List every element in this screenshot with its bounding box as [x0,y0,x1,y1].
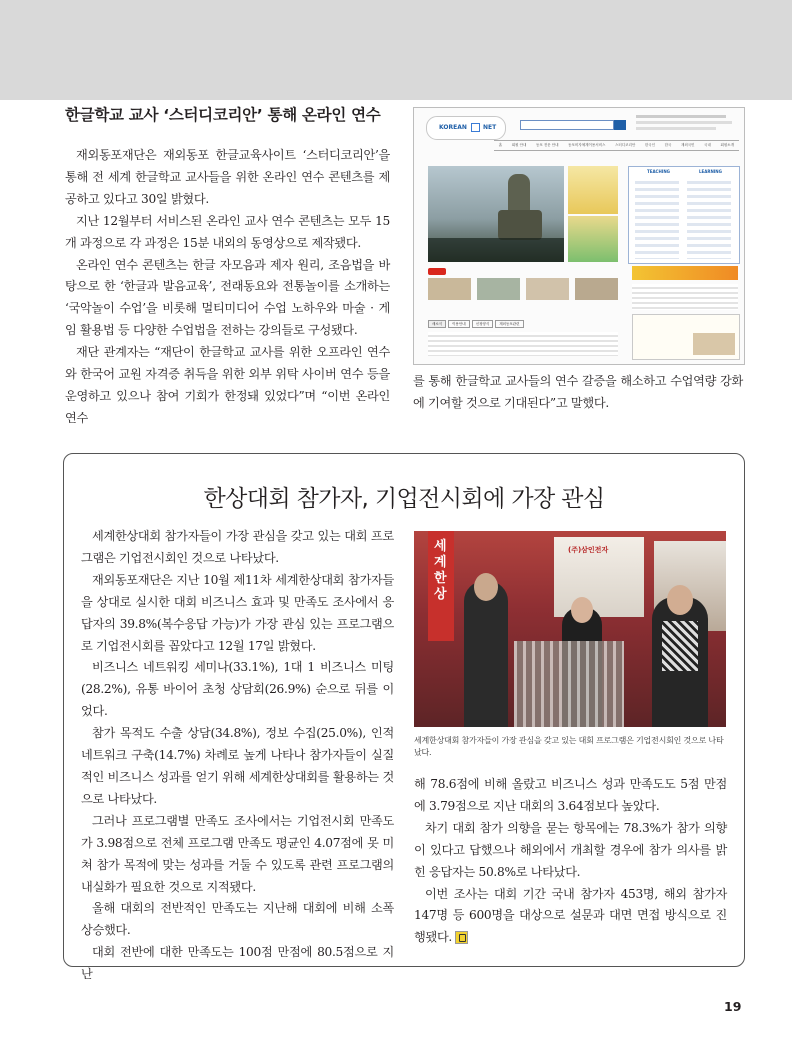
page-number: 19 [724,999,742,1014]
koreannet-website-screenshot [413,107,745,365]
paragraph [414,884,727,950]
paragraph: 재외동포재단은 재외동포 한글교육사이트 ‘스터디코리안’을 통해 전 세계 한글학교 교사들을 위한 온라인 연수 콘텐츠를 제공하고 있다고 30일 밝혔다. [65,148,390,206]
logo-suffix: NET [483,124,497,131]
paragraph: 온라인 연수 콘텐츠는 한글 자모음과 제자 원리, 조음법을 바탕으로 한 ‘한글과 발음교육’, 전래동요와 전통놀이를 소개하는 ‘국악놀이 수업’을 비롯해 멀티미디어 수업 노하우와 마술 · 게임 활용법 등 다양한 수업법을 전하는 강의들로 구성됐다. [65,257,390,338]
nav-item[interactable]: 동포 전문 안내 [536,143,559,147]
article2-column-left [81,526,394,986]
paragraph-text: 이번 조사는 대회 기간 국내 참가자 453명, 해외 참가자 147명 등 600명을 대상으로 설문과 대면 면접 방식으로 진행됐다. [414,886,727,945]
article2-box [63,453,745,982]
learning-header: LEARNING [699,169,722,174]
nav-item[interactable]: 스터디코리안 [614,143,636,147]
news-list [428,332,618,356]
article1-column-left [65,145,390,430]
statue-shape [508,174,530,214]
hero-thumb-green [568,216,618,262]
nav-item[interactable]: 회원소개 [720,143,735,147]
paragraph: 참가 목적도 수출 상담(34.8%), 정보 수집(25.0%), 인적 네트워크 구축(14.7%) 차례로 높게 나타나 참가자들이 실질적인 비즈니스 성과를 얻기 위해 세계한상대회를 활용하는 것으로 나타났다. [81,726,394,806]
tab-guide[interactable]: 이용안내 [448,320,470,328]
article1-title: 한글학교 교사 ‘스터디코리안’ 통해 온라인 연수 [65,106,381,124]
news-tabs [428,320,618,328]
tab-related[interactable]: 재외동포관련 [495,320,523,328]
banner-text: 세계한상 [434,539,447,602]
person-left [464,581,508,727]
teaching-header: TEACHING [647,169,670,174]
paragraph: 비즈니스 네트워킹 세미나(33.1%), 1대 1 비즈니스 미팅(28.2%), 유통 바이어 초청 상담회(26.9%) 순으로 뒤를 이었다. [81,660,394,719]
youtube-logo [428,268,446,275]
promo-banner [632,266,738,280]
search-button[interactable] [614,120,626,130]
paragraph: 차기 대회 참가 의향을 묻는 항목에는 78.3%가 참가 의향이 있다고 답했으나 해외에서 개최할 경우에 참가 의사를 밝힌 응답자는 50.8%로 나타났다. [414,820,727,879]
teaching-learning-menu [628,166,740,264]
logo-square-icon [471,123,480,132]
paragraph: 지난 12월부터 서비스된 온라인 교사 연수 콘텐츠는 모두 15개 과정으로 각 과정은 15분 내외의 동영상으로 제작됐다. [65,213,390,250]
hero-statue-image [428,166,564,262]
tab-news[interactable]: 새소식 [428,320,446,328]
paragraph: 세계한상대회 참가자들이 가장 관심을 갖고 있는 대회 프로그램은 기업전시회인 것으로 나타났다. [81,529,394,565]
video-thumbs [428,278,618,300]
logo-text: KOREAN [439,124,467,131]
booth-panel [554,537,644,617]
nav-item[interactable]: 회원 안내 [511,143,527,147]
paragraph: 대회 전반에 대한 만족도는 100점 만점에 80.5점으로 지난 [81,945,394,982]
promo-list [632,284,738,310]
exhibition-photo [414,531,726,727]
article2-column-right [414,774,727,949]
tab-forms[interactable]: 신청양식 [472,320,494,328]
nav-item[interactable]: 재외국민 [681,143,695,147]
nav-item[interactable]: 한국 [664,143,672,147]
hero-thumb-yellow [568,166,618,214]
photo-caption: 세계한상대회 참가자들이 가장 관심을 갖고 있는 대회 프로그램은 기업전시회인 것으로 나타났다. [414,736,724,757]
end-mark-icon [455,931,468,944]
top-links [636,114,736,136]
paragraph: 재단 관계자는 “재단이 한글학교 교사를 위한 오프라인 연수와 한국어 교원 자격증 취득을 위한 외부 위탁 사이버 연수 등을 운영하고 있으나 참여 기회가 한정돼 있었다”며 “이번 온라인 연수 [65,345,390,425]
site-nav [494,140,739,151]
paragraph: 를 통해 한글학교 교사들의 연수 갈증을 해소하고 수업역량 강화에 기여할 것으로 기대된다”고 말했다. [413,374,743,410]
studykorean-box [632,314,740,360]
paragraph: 그러나 프로그램별 만족도 조사에서는 기업전시회 만족도가 3.98점으로 전체 프로그램 만족도 평균인 4.07점에 못 미쳐 참가 목적에 맞는 성과를 거둘 수 있도록 관련 프로그램의 내실화가 필요한 것으로 지적됐다. [81,813,394,894]
person-right [652,597,708,727]
article2-title: 한상대회 참가자, 기업전시회에 가장 관심 [203,486,605,512]
paragraph: 올해 대회의 전반적인 만족도는 지난해 대회에 비해 소폭 상승했다. [81,901,394,938]
top-gray-band [0,0,792,100]
nav-item[interactable]: 동포비자체계이용서비스 [568,143,606,147]
paragraph: 해 78.6점에 비해 올랐고 비즈니스 성과 만족도도 5점 만점에 3.79점으로 지난 대회의 3.64점보다 높았다. [414,777,727,813]
nav-item[interactable]: 한국인 [644,143,656,147]
koreannet-logo [426,116,506,140]
nav-item[interactable]: 홈 [498,143,503,147]
photo-banner [428,531,454,641]
paragraph: 재외동포재단은 지난 10월 제11차 세계한상대회 참가자들을 상대로 실시한 대회 비즈니스 효과 및 만족도 조사에서 응답자의 39.8%(복수응답 가능)가 가장 관심 있는 프로그램으로 기업전시회를 꼽았다고 12월 17일 밝혔다. [81,572,394,653]
article1-column-right [413,371,743,415]
nav-item[interactable]: 국내 [704,143,711,147]
search-input[interactable] [520,120,614,130]
product-rack [514,641,624,727]
booth-sign: (주)삼인전자 [568,546,609,554]
